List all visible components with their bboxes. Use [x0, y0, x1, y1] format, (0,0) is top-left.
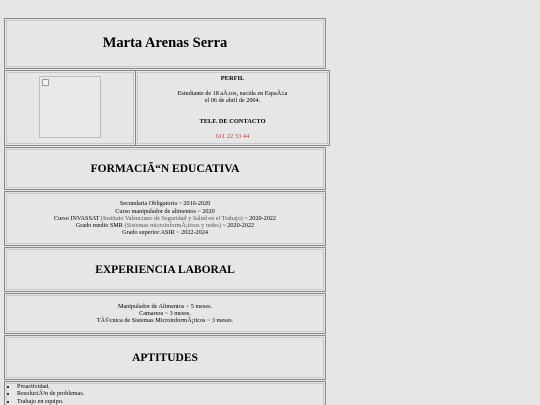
experience-heading-box	[4, 247, 326, 292]
skill-item: • ResoluciÃ³n de problemas.	[17, 390, 325, 397]
profile-row	[4, 70, 330, 146]
broken-image-icon	[42, 79, 49, 86]
education-item: Grado medio SMR (Sistemas microinformÃ¡ticos y redes) ~ 2020-2022	[75, 222, 255, 230]
resume-page	[4, 18, 330, 405]
skill-item: • Proactividad.	[17, 383, 325, 390]
skills-list	[5, 383, 325, 405]
person-name: Marta Arenas Serra	[102, 35, 228, 51]
profile-photo	[39, 76, 101, 138]
education-item: Grado superior ASIR ~ 2022-2024	[122, 229, 208, 237]
profile-description: Estudiante de 18 aÃ±os, nacida en EspaÃ±a el 06 de abril de 2004.	[177, 90, 288, 105]
education-item: Secundaria Obligatoria ~ 2016-2020	[119, 200, 211, 208]
education-item: Curso manipulador de alimentos ~ 2020	[115, 207, 215, 215]
skills-heading-box	[4, 335, 326, 380]
experience-list	[97, 303, 233, 325]
profile-heading: PERFIL	[220, 75, 245, 82]
skill-item: • Trabajo en equipo.	[17, 398, 325, 405]
contact-heading: TELF. DE CONTACTO	[199, 118, 266, 126]
education-heading-box	[4, 147, 326, 190]
experience-list-box	[4, 293, 326, 334]
experience-heading: EXPERIENCIA LABORAL	[95, 263, 235, 276]
education-list-box	[4, 191, 326, 246]
skills-list-box	[4, 381, 326, 405]
education-heading: FORMACIÃ“N EDUCATIVA	[90, 162, 240, 175]
experience-item: Camarera ~ 3 meses.	[139, 309, 191, 317]
photo-cell	[4, 70, 136, 146]
name-header	[4, 18, 326, 69]
experience-item: TÃ©cnica de Sistemas MicroinformÃ¡ticos ~ 3 meses.	[96, 317, 234, 325]
phone-number: 611 22 33 44	[215, 133, 250, 141]
skills-heading: APTITUDES	[132, 351, 198, 364]
education-item: Curso INVASSAT (Instituto Valenciano de Seguridad y Salud en el Trabajo) ~ 2020-2022	[54, 214, 276, 222]
profile-cell	[135, 70, 330, 146]
education-list	[54, 200, 276, 236]
experience-item: Manipulador de Alimentos ~ 5 meses.	[117, 302, 213, 310]
